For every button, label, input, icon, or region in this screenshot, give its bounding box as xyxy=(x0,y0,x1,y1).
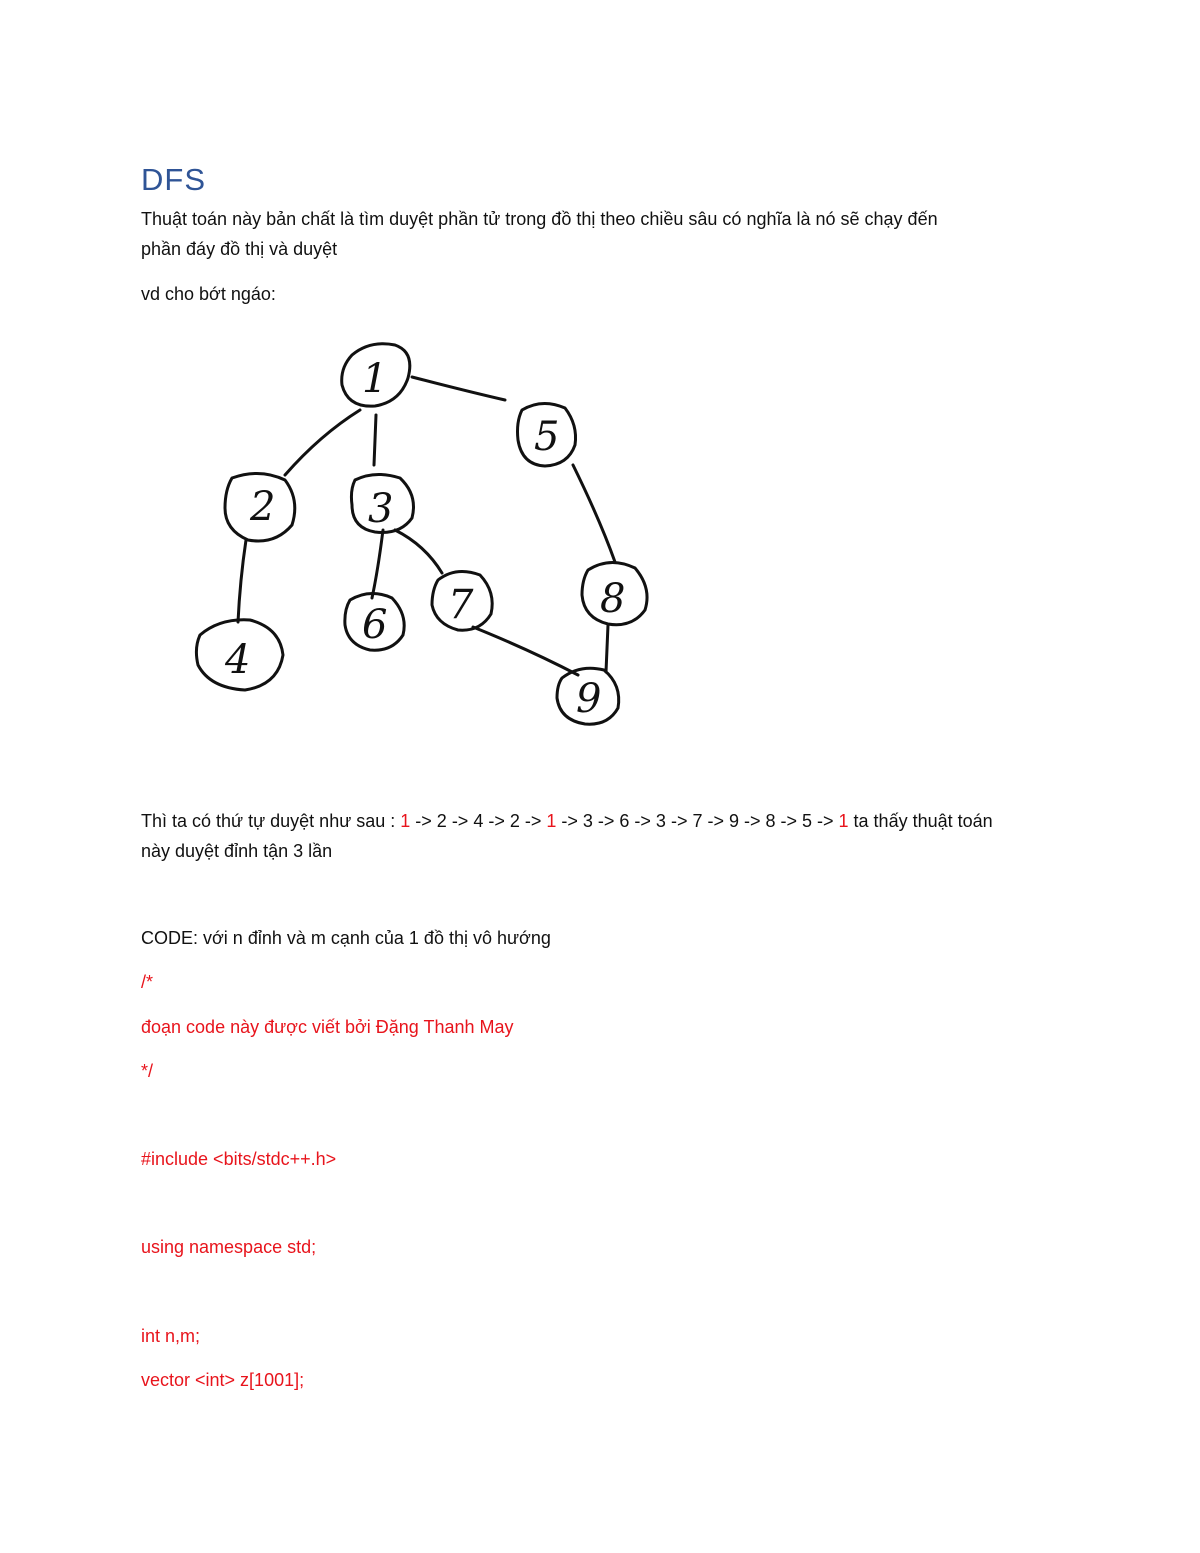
node-5-label: 5 xyxy=(534,414,560,460)
node-2-label: 2 xyxy=(250,484,276,530)
traversal-prefix: Thì ta có thứ tự duyệt như sau : xyxy=(141,811,401,831)
node-8-label: 8 xyxy=(600,576,626,622)
traversal-start-1: 1 xyxy=(400,811,411,831)
node-6-label: 6 xyxy=(362,602,388,648)
node-1-label: 1 xyxy=(362,356,388,402)
code-decl-nm: int n,m; xyxy=(141,1326,201,1346)
edge-3-7 xyxy=(395,530,442,573)
traversal-suffix: ta thấy thuật toán xyxy=(848,811,993,831)
traversal-line-1 xyxy=(141,810,993,832)
edge-5-8 xyxy=(573,465,615,562)
traversal-mid-1: -> 2 -> 4 -> 2 -> xyxy=(410,811,547,831)
edge-1-5 xyxy=(412,377,505,400)
traversal-mid-2: -> 3 -> 6 -> 3 -> 7 -> 9 -> 8 -> 5 -> xyxy=(556,811,839,831)
traversal-start-2: 1 xyxy=(546,811,557,831)
code-comment-open: /* xyxy=(141,972,154,992)
edge-7-9 xyxy=(473,627,578,675)
example-label: vd cho bớt ngáo: xyxy=(141,284,276,304)
code-using: using namespace std; xyxy=(141,1237,317,1257)
code-decl-vec: vector <int> z[1001]; xyxy=(141,1370,305,1390)
traversal-line-2: này duyệt đỉnh tận 3 lần xyxy=(141,841,333,861)
intro-line-2: phần đáy đồ thị và duyệt xyxy=(141,239,338,259)
node-4-label: 4 xyxy=(225,637,251,683)
graph-diagram xyxy=(180,330,680,730)
node-3-label: 3 xyxy=(368,486,394,532)
code-comment-body: đoạn code này được viết bởi Đặng Thanh May xyxy=(141,1017,514,1037)
node-9-label: 9 xyxy=(576,676,602,722)
section-heading: DFS xyxy=(141,162,206,197)
traversal-start-3: 1 xyxy=(838,811,849,831)
edge-1-3 xyxy=(374,415,376,465)
edge-8-9 xyxy=(606,625,608,672)
edge-1-2 xyxy=(285,410,360,475)
code-include: #include <bits/stdc++.h> xyxy=(141,1149,337,1169)
edge-3-6 xyxy=(372,530,383,598)
intro-line-1: Thuật toán này bản chất là tìm duyệt phần tử trong đồ thị theo chiều sâu có nghĩa là nó sẽ chạy đến xyxy=(141,209,938,229)
code-intro: CODE: với n đỉnh và m cạnh của 1 đồ thị vô hướng xyxy=(141,928,551,948)
node-7-label: 7 xyxy=(448,582,474,628)
code-comment-close: */ xyxy=(141,1061,154,1081)
edge-2-4 xyxy=(238,540,246,622)
